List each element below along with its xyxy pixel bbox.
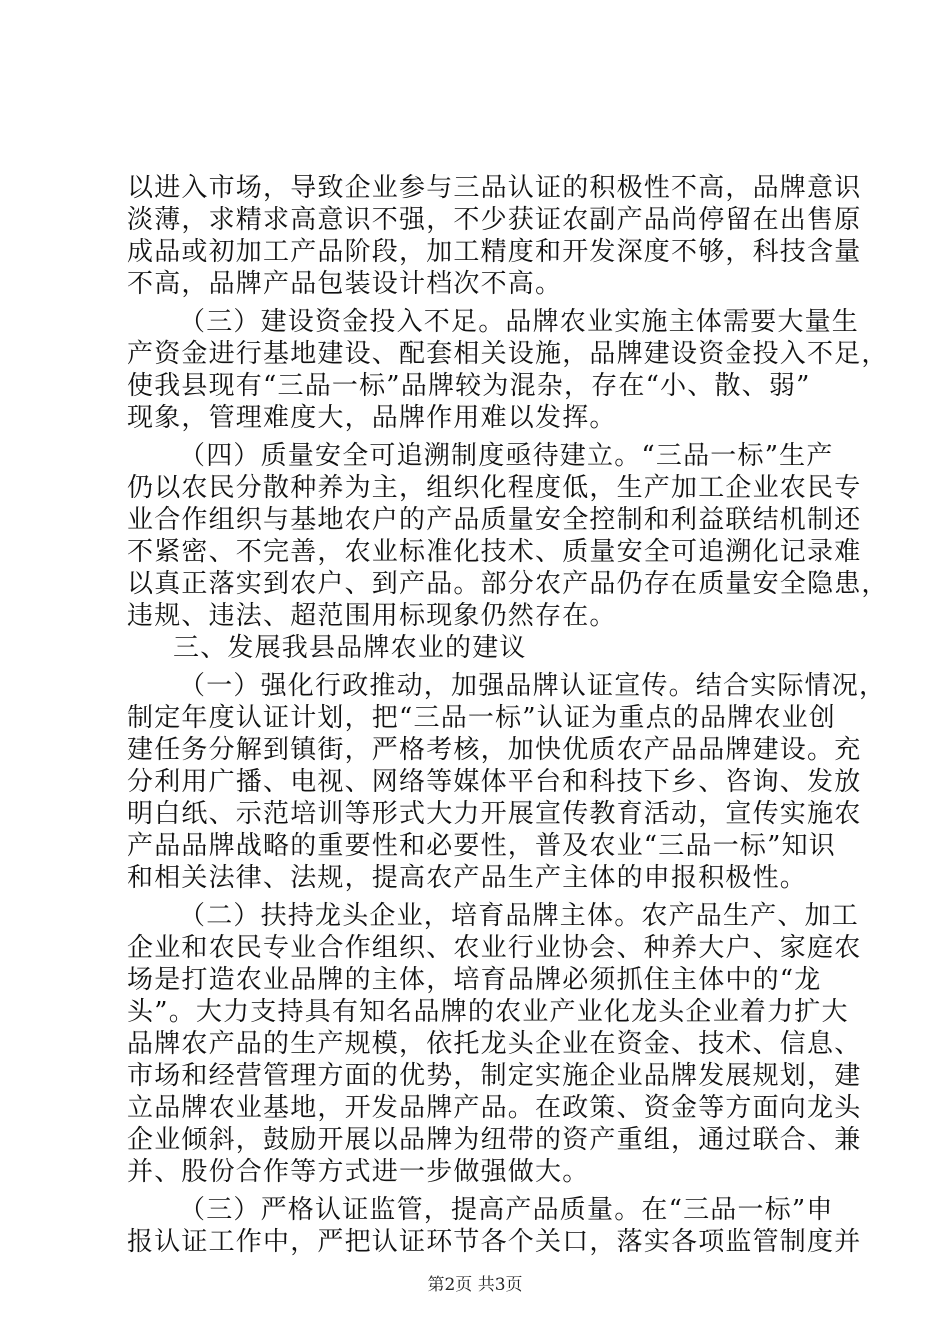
text-line: 头”。大力支持具有知名品牌的农业产业化龙头企业着力扩大 bbox=[127, 997, 849, 1027]
text-line: 淡薄，求精求高意识不强，不少获证农副产品尚停留在出售原 bbox=[127, 205, 862, 235]
text-line: 品牌农产品的生产规模，依托龙头企业在资金、技术、信息、 bbox=[127, 1029, 862, 1059]
text-line: 建任务分解到镇街，严格考核，加快优质农产品品牌建设。充 bbox=[127, 735, 862, 765]
paragraph-brand-awareness bbox=[127, 172, 862, 300]
text-line: 不紧密、不完善，农业标准化技术、质量安全可追溯化记录难 bbox=[127, 537, 862, 567]
text-line: 企业倾斜，鼓励开展以品牌为纽带的资产重组，通过联合、兼 bbox=[127, 1125, 862, 1155]
text-line: 明白纸、示范培训等形式大力开展宣传教育活动，宣传实施农 bbox=[127, 799, 862, 829]
text-line: 仍以农民分散种养为主，组织化程度低，生产加工企业农民专 bbox=[127, 473, 862, 503]
text-line: 并、股份合作等方式进一步做强做大。 bbox=[127, 1157, 590, 1187]
page-footer bbox=[0, 1275, 950, 1295]
text-line: （三）严格认证监管，提高产品质量。在“三品一标”申 bbox=[179, 1195, 834, 1225]
section-title: 三、发展我县品牌农业的建议 bbox=[173, 633, 527, 663]
text-line: 立品牌农业基地，开发品牌产品。在政策、资金等方面向龙头 bbox=[127, 1093, 862, 1123]
text-line: 制定年度认证计划，把“三品一标”认证为重点的品牌农业创 bbox=[127, 703, 836, 733]
text-line: （三）建设资金投入不足。品牌农业实施主体需要大量生 bbox=[179, 307, 860, 337]
text-line: 以真正落实到农户、到产品。部分农产品仍存在质量安全隐患， bbox=[127, 569, 889, 599]
paragraph-traceability bbox=[127, 440, 889, 632]
text-line: 使我县现有“三品一标”品牌较为混杂，存在“小、散、弱” bbox=[127, 371, 811, 401]
section-heading bbox=[127, 632, 831, 664]
text-line: 报认证工作中，严把认证环节各个关口，落实各项监管制度并 bbox=[127, 1227, 862, 1257]
text-line: 产资金进行基地建设、配套相关设施，品牌建设资金投入不足， bbox=[127, 339, 889, 369]
text-line: 和相关法律、法规，提高农产品生产主体的申报积极性。 bbox=[127, 863, 808, 893]
paragraph-certification-supervision bbox=[127, 1194, 862, 1258]
text-line: 违规、违法、超范围用标现象仍然存在。 bbox=[127, 601, 617, 631]
text-line: 以进入市场，导致企业参与三品认证的积极性不高，品牌意识 bbox=[127, 173, 862, 203]
text-line: 分利用广播、电视、网络等媒体平台和科技下乡、咨询、发放 bbox=[127, 767, 862, 797]
text-line: 市场和经营管理方面的优势，制定实施企业品牌发展规划，建 bbox=[127, 1061, 862, 1091]
text-line: 现象，管理难度大，品牌作用难以发挥。 bbox=[127, 403, 617, 433]
text-line: （二）扶持龙头企业，培育品牌主体。农产品生产、加工 bbox=[179, 901, 860, 931]
text-line: （四）质量安全可追溯制度亟待建立。“三品一标”生产 bbox=[179, 441, 834, 471]
text-line: 业合作组织与基地农户的产品质量安全控制和利益联结机制还 bbox=[127, 505, 862, 535]
text-line: 不高，品牌产品包装设计档次不高。 bbox=[127, 269, 563, 299]
text-line: 企业和农民专业合作组织、农业行业协会、种养大户、家庭农 bbox=[127, 933, 862, 963]
text-line: 成品或初加工产品阶段，加工精度和开发深度不够，科技含量 bbox=[127, 237, 862, 267]
paragraph-leading-enterprises bbox=[127, 900, 862, 1188]
document-body bbox=[127, 172, 889, 1258]
paragraph-administrative-promotion bbox=[127, 670, 887, 894]
paragraph-funding-shortage bbox=[127, 306, 889, 434]
page-number: 第2页 共3页 bbox=[427, 1275, 523, 1295]
text-line: （一）强化行政推动，加强品牌认证宣传。结合实际情况， bbox=[179, 671, 887, 701]
text-line: 场是打造农业品牌的主体，培育品牌必须抓住主体中的“龙 bbox=[127, 965, 822, 995]
text-line: 产品品牌战略的重要性和必要性，普及农业“三品一标”知识 bbox=[127, 831, 836, 861]
